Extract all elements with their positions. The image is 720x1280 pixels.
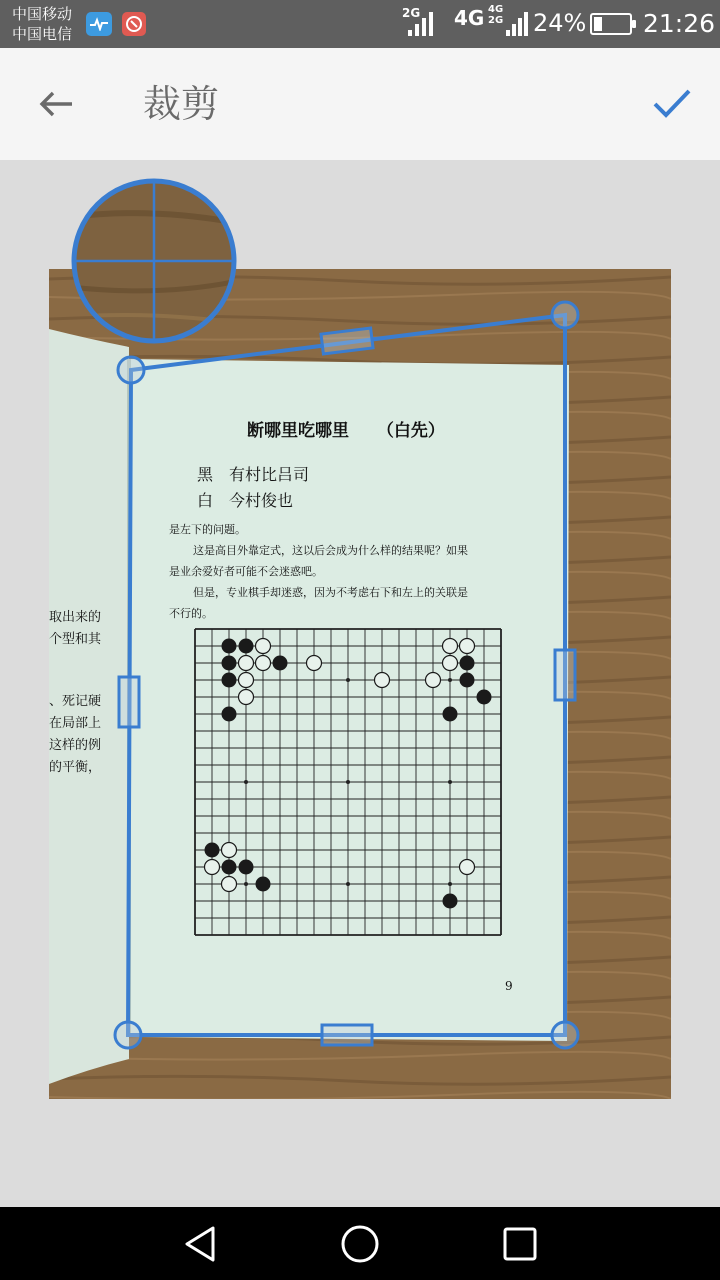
health-app-icon bbox=[86, 12, 112, 36]
left-page-line: 个型和其 bbox=[49, 632, 102, 647]
navigation-bar bbox=[0, 1207, 720, 1280]
left-page-line: 取出来的 bbox=[49, 610, 102, 625]
net-4g-label: 4G bbox=[454, 6, 485, 30]
heading-note: （白先） bbox=[376, 421, 445, 441]
crop-overlay bbox=[49, 269, 671, 1099]
status-bar bbox=[0, 0, 720, 48]
left-page-line: 这样的例 bbox=[49, 738, 102, 753]
net-2g-small-label: 2G bbox=[488, 15, 504, 26]
net-4g-small-label: 4G bbox=[488, 4, 504, 15]
left-page-line: 的平衡， bbox=[49, 760, 102, 775]
carrier-1: 中国移动 bbox=[12, 5, 73, 23]
back-button[interactable] bbox=[28, 78, 84, 130]
body-line: 是业余爱好者可能不会迷惑吧。 bbox=[169, 565, 323, 578]
left-page-line: 、死记硬 bbox=[49, 694, 102, 709]
white-player: 今村俊也 bbox=[229, 491, 294, 510]
arrow-left-icon bbox=[38, 89, 74, 119]
body-line: 不行的。 bbox=[169, 607, 213, 620]
triangle-back-icon bbox=[182, 1225, 218, 1263]
clock: 21:26 bbox=[643, 9, 716, 38]
page-title: 裁剪 bbox=[143, 82, 220, 126]
confirm-button[interactable] bbox=[644, 76, 700, 132]
page-number: 9 bbox=[505, 979, 513, 993]
nav-home-button[interactable] bbox=[336, 1221, 384, 1267]
battery-percentage: 24% bbox=[533, 9, 587, 37]
body-line: 是左下的问题。 bbox=[169, 523, 246, 536]
circle-home-icon bbox=[340, 1224, 380, 1264]
body-line: 但是，专业棋手却迷惑，因为不考虑右下和左上的关联是 bbox=[193, 586, 468, 599]
signal-2g-indicator bbox=[402, 6, 438, 42]
heading-text: 断哪里吃哪里 bbox=[247, 421, 349, 441]
square-recents-icon bbox=[502, 1226, 538, 1262]
signal-4g2g-indicator bbox=[488, 4, 530, 42]
magnifier-loupe bbox=[70, 177, 238, 345]
crop-handle-bottom-edge[interactable] bbox=[322, 1025, 372, 1045]
crop-handle-left-edge[interactable] bbox=[119, 677, 139, 727]
crop-handle-bottom-right[interactable] bbox=[552, 1022, 578, 1048]
left-page-line: 在局部上 bbox=[49, 716, 102, 731]
nav-recents-button[interactable] bbox=[496, 1221, 544, 1267]
crop-handle-bottom-left[interactable] bbox=[115, 1022, 141, 1048]
crop-handle-right-edge[interactable] bbox=[555, 650, 575, 700]
photo-preview[interactable] bbox=[49, 269, 671, 1099]
white-label: 白 bbox=[197, 491, 214, 510]
app-bar bbox=[0, 48, 720, 160]
nav-back-button[interactable] bbox=[176, 1221, 224, 1267]
crop-handle-top-edge[interactable] bbox=[321, 328, 373, 354]
battery-fill bbox=[594, 17, 602, 31]
notification-app-icon bbox=[122, 12, 146, 36]
carrier-names bbox=[12, 4, 72, 44]
black-label: 黑 bbox=[197, 465, 214, 484]
net-2g-label: 2G bbox=[402, 6, 421, 20]
battery-icon bbox=[590, 13, 632, 35]
crop-frame bbox=[128, 315, 565, 1035]
carrier-2: 中国电信 bbox=[12, 25, 73, 43]
crop-handle-top-left[interactable] bbox=[118, 357, 144, 383]
black-player: 有村比吕司 bbox=[229, 465, 310, 484]
crop-handle-top-right[interactable] bbox=[552, 302, 578, 328]
body-line: 这是高目外靠定式，这以后会成为什么样的结果呢？如果 bbox=[193, 544, 468, 557]
checkmark-icon bbox=[652, 88, 692, 120]
